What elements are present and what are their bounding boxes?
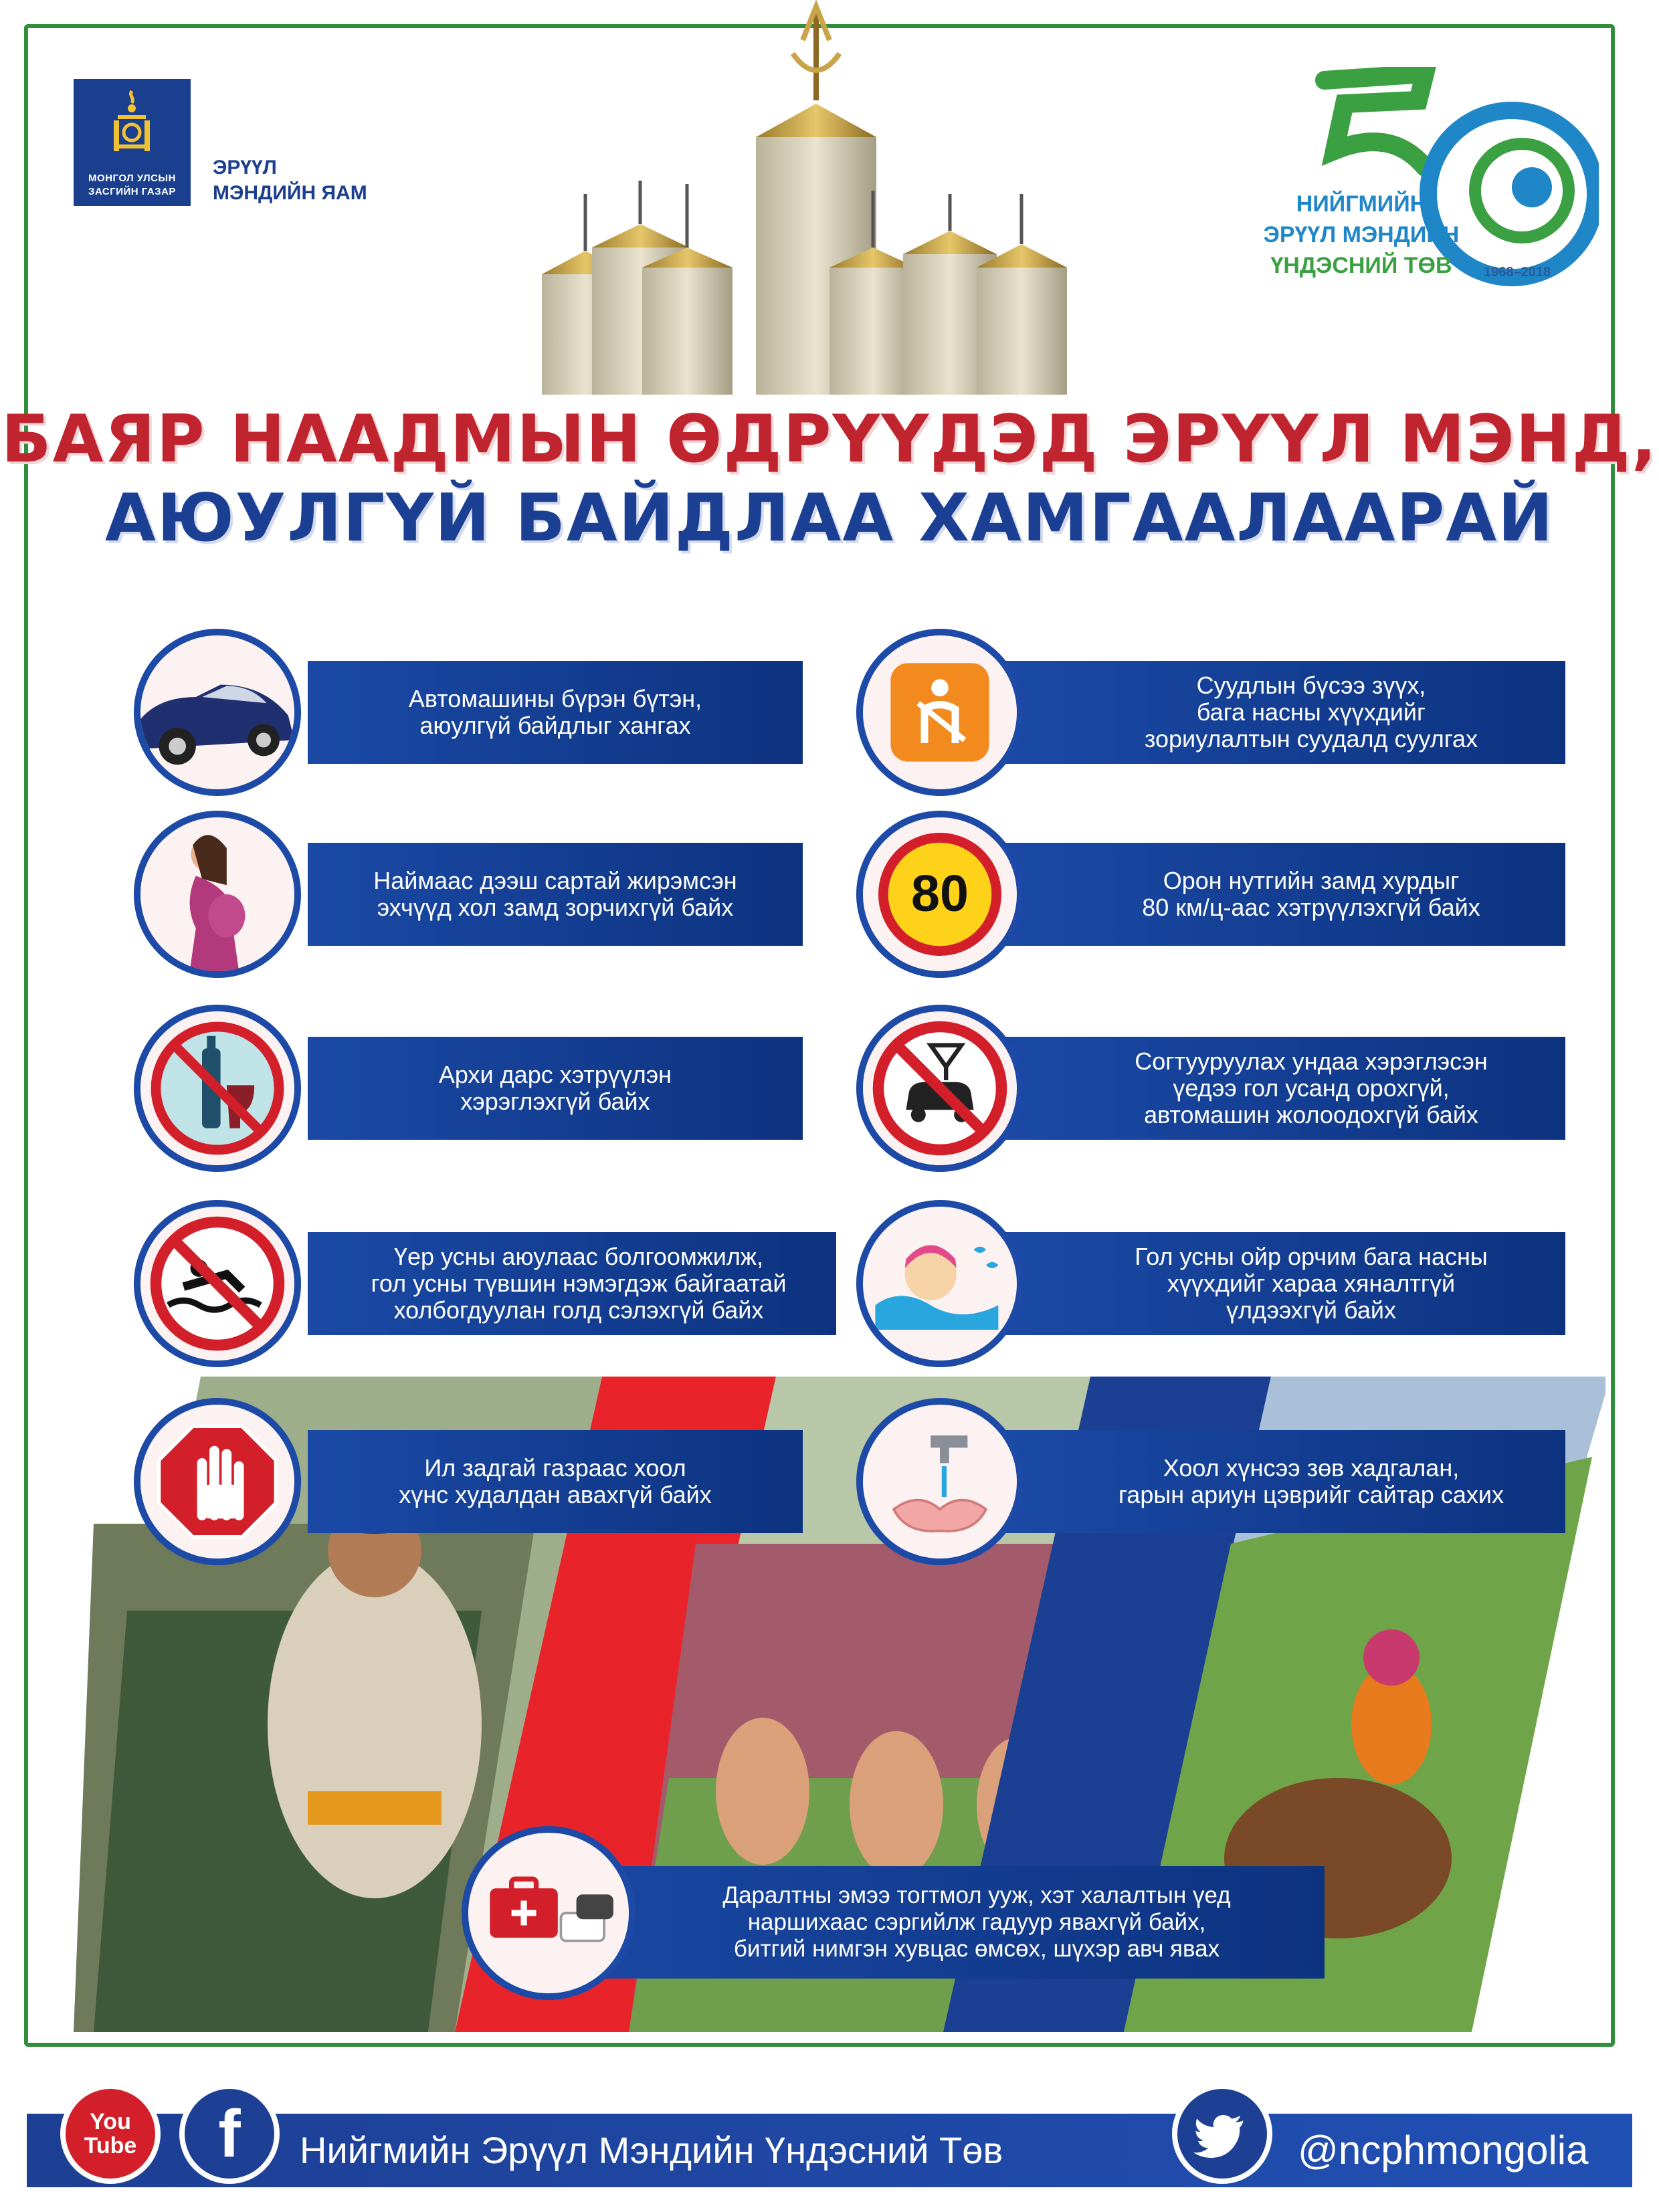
speed-limit-icon (856, 811, 1023, 978)
anniversary-line-1: НИЙГМИЙН (1296, 191, 1427, 217)
facebook-icon[interactable] (179, 2084, 280, 2184)
gov-logo-line-1: МОНГОЛ УЛСЫН (88, 173, 176, 184)
tip-card-no-swimming (308, 1232, 836, 1335)
no-swimming-icon (134, 1200, 301, 1367)
headline-line-1: БАЯР НААДМЫН ӨДРҮҮДЭД ЭРҮҮЛ МЭНД, (1, 401, 1658, 478)
tip-text (308, 1037, 803, 1140)
tip-line: Даралтны эмээ тогтмол ууж, хэт халалтын үед (722, 1882, 1231, 1908)
tip-line: наршихаас сэргийлж гадуур явахгүй байх, (747, 1909, 1206, 1935)
facebook-glyph: f (218, 2096, 241, 2171)
gov-logo-line-2: ЗАСГИЙН ГАЗАР (88, 186, 176, 197)
tip-text (308, 843, 803, 946)
tip-text (1057, 661, 1565, 764)
tip-text (1057, 1037, 1565, 1140)
youtube-label-bottom: Tube (84, 2133, 137, 2158)
tip-line: зориулалтын суудалд суулгах (1144, 725, 1478, 752)
anniversary-years: 1968–2018 (1484, 265, 1551, 280)
tip-text (642, 1866, 1311, 1979)
tip-text (1057, 1430, 1565, 1533)
tip-line: битгий нимгэн хувцас өмсөх, шүхэр авч явах (733, 1936, 1220, 1962)
handwashing-icon (856, 1398, 1023, 1565)
tip-card-food-hygiene (1003, 1430, 1565, 1533)
tip-line: аюулгүй байдлыг хангах (419, 712, 691, 739)
tip-line: автомашин жолоодохгүй байх (1144, 1101, 1478, 1128)
government-logo (74, 79, 191, 206)
anniversary-line-2: ЭРҮҮЛ МЭНДИЙН (1263, 222, 1460, 247)
child-in-water-icon (856, 1200, 1023, 1367)
pregnant-woman-icon (134, 811, 301, 978)
tip-line: Орон нутгийн замд хурдыг (1163, 867, 1460, 894)
youtube-label-top: You (90, 2109, 131, 2134)
nine-white-banners-illustration (515, 0, 1144, 395)
ministry-line-2: МЭНДИЙН ЯАМ (213, 182, 367, 204)
headline (0, 400, 1659, 558)
tip-line: бага насны хүүхдийг (1196, 698, 1426, 726)
tip-text (308, 1430, 803, 1533)
tip-line: гарын ариун цэврийг сайтар сахих (1118, 1481, 1504, 1508)
tip-line: Хоол хүнсээ зөв хадгалан, (1163, 1454, 1460, 1482)
tip-line: Архи дарс хэтрүүлэн (438, 1061, 672, 1088)
tip-line: хэрэглэхгүй байх (460, 1088, 650, 1115)
headline-line-2: АЮУЛГҮЙ БАЙДЛАА ХАМГААЛААРАЙ (104, 480, 1555, 557)
tip-card-car (308, 661, 803, 764)
tip-text (1057, 843, 1565, 946)
tip-line: гол усны түвшин нэмэгдэж байгаатай (371, 1270, 787, 1297)
tip-card-pregnancy (308, 843, 803, 946)
tip-card-street-food (308, 1430, 803, 1533)
ministry-name (213, 155, 367, 206)
soyombo-icon (108, 88, 155, 155)
tip-card-drink-driving (1003, 1037, 1565, 1140)
tip-card-seatbelt (1003, 661, 1565, 764)
car-icon (134, 629, 301, 796)
tip-card-heat (508, 1866, 1325, 1979)
ministry-line-1: ЭРҮҮЛ (213, 157, 277, 179)
tip-line: үедээ гол усанд орохгүй, (1173, 1074, 1450, 1102)
no-drink-driving-icon (856, 1005, 1023, 1172)
tip-card-child-water (1003, 1232, 1565, 1335)
twitter-handle[interactable]: @ncphmongolia (1298, 2128, 1589, 2173)
tip-line: холбогдуулан голд сэлэхгүй байх (393, 1296, 764, 1324)
tip-text (308, 661, 803, 764)
tip-line: 80 км/ц-аас хэтрүүлэхгүй байх (1142, 894, 1480, 921)
footer-org-name: Нийгмийн Эрүүл Мэндийн Үндэсний Төв (300, 2129, 1003, 2171)
tip-line: хүүхдийг хараа хяналтгүй (1167, 1270, 1456, 1297)
speed-limit-number: 80 (911, 864, 969, 922)
tip-line: Гол усны ойр орчим бага насны (1135, 1243, 1488, 1270)
banner-mid-left-2 (642, 184, 733, 395)
anniversary-org-name (1221, 189, 1502, 281)
twitter-icon[interactable] (1172, 2084, 1272, 2184)
seatbelt-icon (856, 629, 1023, 796)
banner-small-right (977, 194, 1067, 395)
youtube-icon[interactable] (60, 2084, 161, 2184)
tip-line: Автомашины бүрэн бүтэн, (408, 685, 702, 712)
twitter-bird-icon (1192, 2104, 1252, 2164)
tip-line: хүнс худалдан авахгүй байх (399, 1481, 712, 1508)
tip-line: Суудлын бүсээ зүүх, (1196, 672, 1426, 699)
tip-line: Үер усны аюулаас болгоомжилж, (394, 1243, 763, 1270)
stop-hand-icon (134, 1398, 301, 1565)
anniversary-line-3: ҮНДЭСНИЙ ТӨВ (1270, 253, 1452, 278)
tip-card-speed-limit (1003, 843, 1565, 946)
tip-line: Наймаас дээш сартай жирэмсэн (373, 867, 737, 894)
tip-text (1057, 1232, 1565, 1335)
first-aid-icon (462, 1826, 636, 2000)
tip-line: үлдээхгүй байх (1226, 1296, 1396, 1324)
tip-line: Согтууруулах ундаа хэрэглэсэн (1135, 1047, 1488, 1075)
no-alcohol-icon (134, 1005, 301, 1172)
tip-line: Ил задгай газраас хоол (424, 1454, 686, 1482)
tip-line: эхчүүд хол замд зорчихгүй байх (377, 894, 734, 921)
tip-text (321, 1232, 836, 1335)
tip-card-alcohol (308, 1037, 803, 1140)
